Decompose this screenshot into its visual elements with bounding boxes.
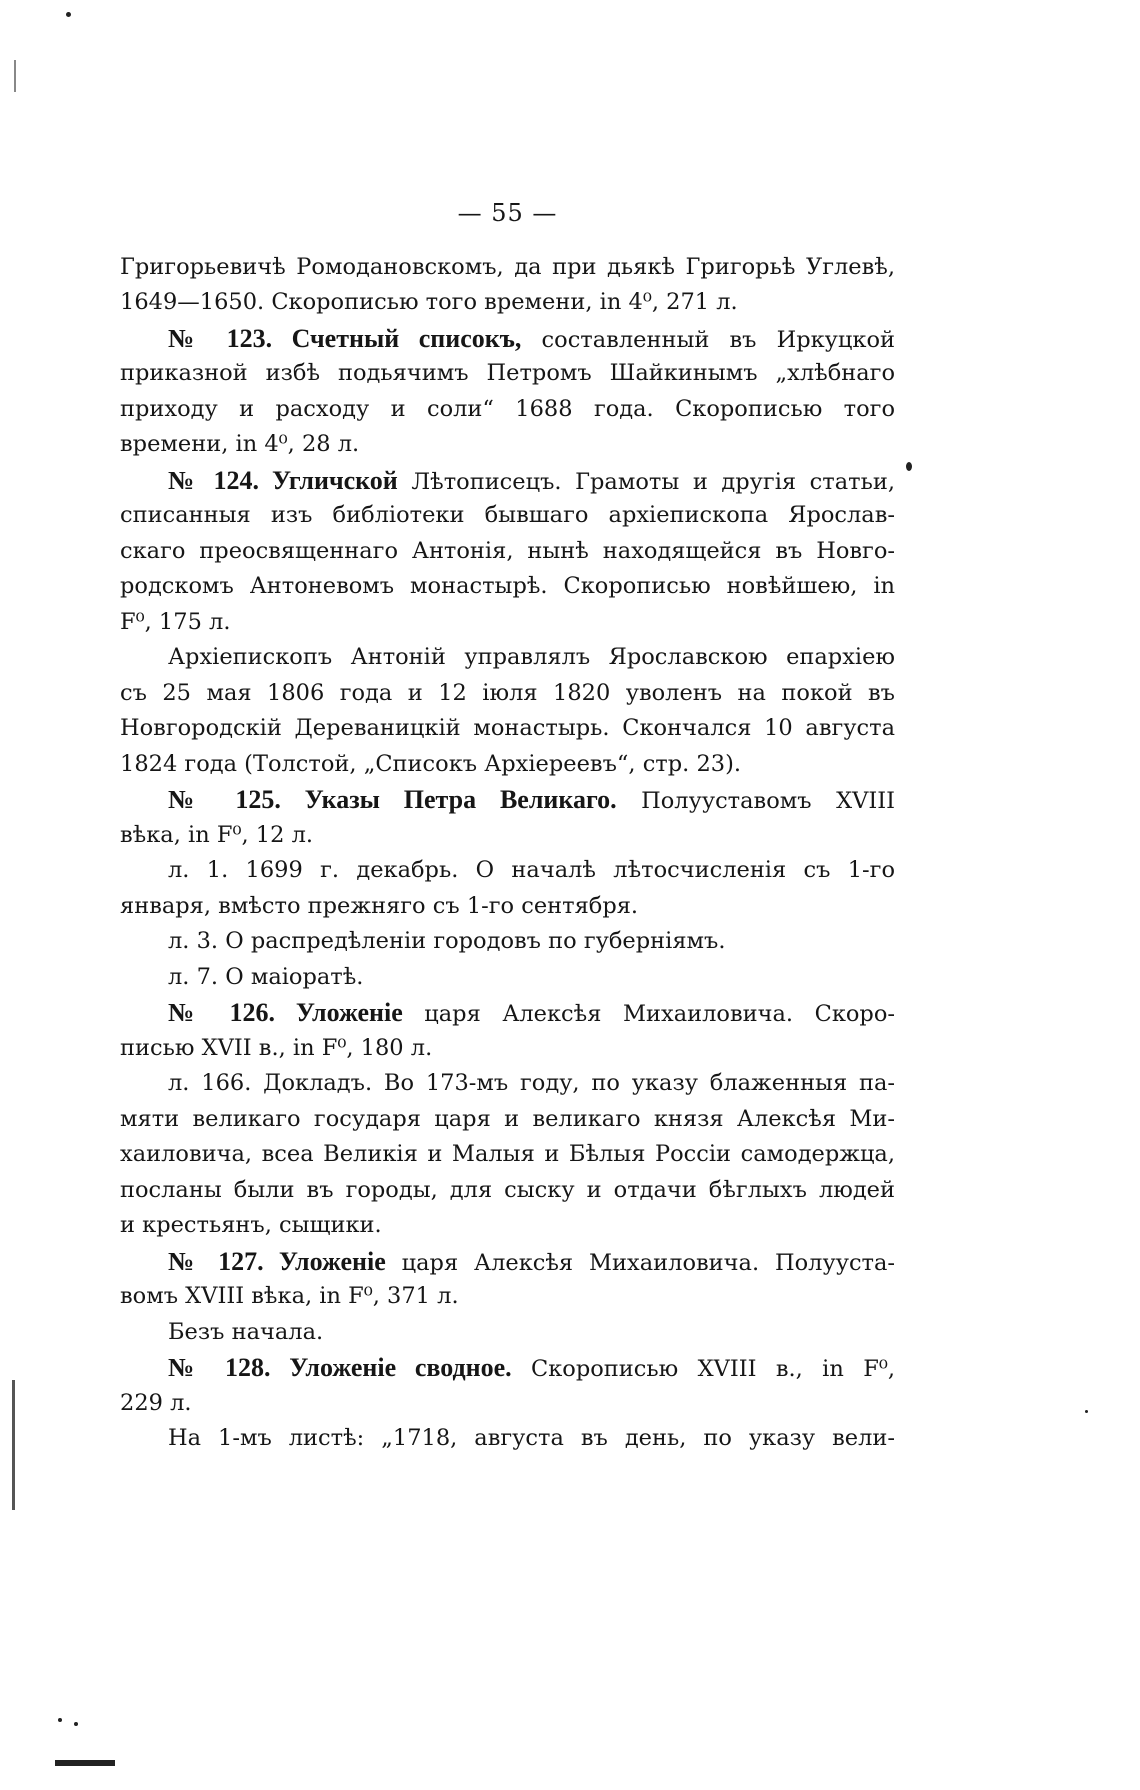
entry-heading: № 128. Уложеніе сводное. — [168, 1353, 512, 1382]
line-text: съ 25 мая 1806 года и 12 іюля 1820 уволенъ на покой въ — [120, 679, 895, 706]
text-line — [120, 640, 895, 676]
line-text: л. 1. 1699 г. декабрь. О началѣ лѣтосчисленія съ 1-го — [168, 857, 895, 883]
line-text: F⁰, 175 л. — [120, 608, 231, 635]
line-text: 1824 года (Толстой, „Списокъ Архіереевъ“, стр. 23). — [120, 750, 742, 777]
text-line — [120, 356, 895, 392]
text-line — [120, 818, 895, 854]
scan-mark — [1085, 1410, 1088, 1413]
scan-mark — [906, 462, 912, 471]
line-text: списанныя изъ библіотеки бывшаго архіепископа Ярослав- — [120, 502, 895, 528]
scan-mark — [74, 1722, 78, 1726]
text-line — [120, 853, 895, 889]
text-line — [120, 1386, 895, 1422]
line-text: писью XVII в., in F⁰, 180 л. — [120, 1034, 433, 1061]
line-text: л. 7. О маіоратѣ. — [168, 963, 364, 990]
entry-heading: № 123. Счетный списокъ, — [168, 323, 522, 353]
line-text: вѣка, in F⁰, 12 л. — [120, 821, 314, 848]
line-text: составленный въ Иркуцкой — [521, 326, 895, 353]
text-line — [120, 392, 895, 428]
text-line — [120, 782, 895, 818]
line-text: приказной избѣ подьячимъ Петромъ Шайкинымъ „хлѣбнаго — [120, 360, 895, 386]
scan-mark — [58, 1718, 62, 1722]
line-text: царя Алексѣя Михаиловича. Скоро- — [402, 1001, 895, 1027]
text-line — [120, 1066, 895, 1102]
line-text: хаиловича, всеа Великія и Малыя и Бѣлыя Россіи самодержца, — [120, 1141, 895, 1167]
line-text: времени, in 4⁰, 28 л. — [120, 431, 360, 457]
scan-mark — [66, 12, 71, 17]
scan-mark — [14, 60, 16, 92]
text-line — [120, 1173, 895, 1209]
text-line — [120, 1421, 895, 1457]
line-text: Скорописью XVIII в., in F⁰, — [511, 1356, 896, 1382]
entry-heading: № 125. Указы Петра Великаго. — [168, 785, 617, 814]
text-line — [120, 1315, 895, 1351]
text-line — [120, 960, 895, 996]
text-line — [120, 1279, 895, 1315]
text-line — [120, 889, 895, 925]
text-line — [120, 250, 895, 286]
text-line — [120, 498, 895, 534]
text-line — [120, 463, 895, 499]
text-line — [120, 676, 895, 712]
scan-mark — [55, 1760, 115, 1766]
text-line — [120, 924, 895, 960]
line-text: мяти великаго государя царя и великаго князя Алексѣя Ми- — [120, 1105, 895, 1132]
line-text: Безъ начала. — [168, 1318, 324, 1345]
line-text: Архіепископъ Антоній управлялъ Ярославскою епархіею — [168, 644, 895, 670]
text-line — [120, 569, 895, 605]
line-text: вомъ XVIII вѣка, in F⁰, 371 л. — [120, 1283, 459, 1309]
line-text: Григорьевичѣ Ромодановскомъ, да при дьякѣ Григорьѣ Углевѣ, — [120, 253, 895, 280]
line-text: 1649—1650. Скорописью того времени, in 4⁰, 271 л. — [120, 289, 738, 315]
line-text: На 1-мъ листѣ: „1718, августа въ день, по указу вели- — [168, 1425, 895, 1451]
line-text: скаго преосвященнаго Антонія, нынѣ находящейся въ Новго- — [120, 537, 895, 564]
text-line — [120, 1031, 895, 1067]
text-body — [120, 250, 895, 1457]
line-text: родскомъ Антоневомъ монастырѣ. Скорописью новѣйшею, in — [120, 573, 895, 599]
text-line — [120, 711, 895, 747]
text-line — [120, 1208, 895, 1244]
text-line — [120, 427, 895, 463]
text-line — [120, 605, 895, 641]
line-text: царя Алексѣя Михаиловича. Полууста- — [385, 1249, 896, 1276]
text-line — [120, 995, 895, 1031]
scan-mark — [12, 1380, 15, 1510]
text-line — [120, 534, 895, 570]
text-line — [120, 285, 895, 321]
page-number: — 55 — — [457, 199, 558, 227]
line-text: января, вмѣсто прежняго съ 1-го сентября. — [120, 892, 639, 919]
line-text: приходу и расходу и соли“ 1688 года. Скорописью того — [120, 395, 895, 422]
line-text: Полууставомъ XVIII — [616, 788, 895, 814]
text-line — [120, 1102, 895, 1138]
line-text: л. 3. О распредѣленіи городовъ по губерніямъ. — [168, 928, 726, 954]
entry-heading: № 126. Уложеніе — [168, 998, 403, 1027]
entry-heading: № 127. Уложеніе — [168, 1246, 386, 1276]
entry-heading: № 124. Угличской — [168, 465, 398, 495]
text-line — [120, 1244, 895, 1280]
text-line — [120, 747, 895, 783]
text-line — [120, 1137, 895, 1173]
line-text: посланы были въ городы, для сыску и отдачи бѣглыхъ людей — [120, 1176, 895, 1203]
line-text: Новгородскій Дереваницкій монастырь. Скончался 10 августа — [120, 715, 895, 741]
line-text: Лѣтописецъ. Грамоты и другія статьи, — [397, 468, 895, 495]
text-line — [120, 1350, 895, 1386]
line-text: 229 л. — [120, 1389, 192, 1416]
line-text: и крестьянъ, сыщики. — [120, 1212, 382, 1238]
document-page — [120, 196, 895, 1457]
text-line — [120, 321, 895, 357]
line-text: л. 166. Докладъ. Во 173-мъ году, по указу блаженныя па- — [168, 1070, 895, 1096]
